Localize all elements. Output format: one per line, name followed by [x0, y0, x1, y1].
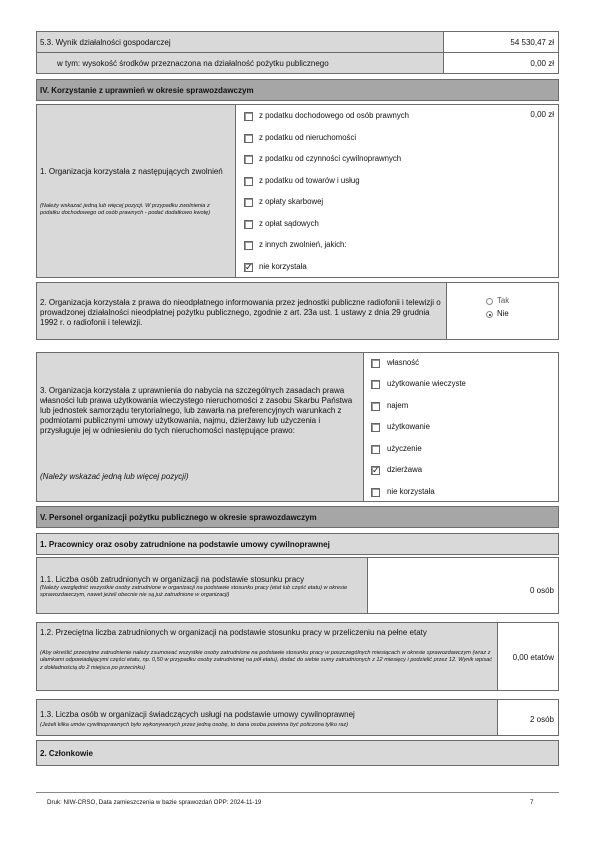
- q1-option-5: z opłat sądowych: [259, 219, 319, 228]
- sub-1-header: [36, 533, 559, 555]
- q3-option-2: najem: [387, 401, 409, 410]
- q1-checkbox-6[interactable]: [244, 241, 253, 250]
- q3-option-3: użytkowanie: [387, 422, 430, 431]
- r-1-2-value-cell[interactable]: [497, 622, 559, 691]
- q1-option-6: z innych zwolnień, jakich:: [259, 240, 347, 249]
- r-1-3-value-cell[interactable]: [497, 699, 559, 736]
- r-1-1-label-cell: [36, 557, 368, 614]
- q3-checkbox-1[interactable]: [371, 380, 380, 389]
- row-5-3-label-cell: [36, 31, 444, 53]
- q1-checkbox-7[interactable]: [244, 263, 253, 272]
- r-1-2-value: 0,00 etatów: [512, 653, 554, 662]
- r-1-2-label: 1.2. Przeciętna liczba zatrudnionych w organizacji na podstawie stosunku pracy w przeliczeniu na pełne etaty: [40, 628, 427, 637]
- r-1-3-label-cell: [36, 699, 498, 736]
- sub-2-title: 2. Członkowie: [40, 749, 93, 758]
- q1-checkbox-2[interactable]: [244, 155, 253, 164]
- q2-label: 2. Organizacja korzystała z prawa do nieodpłatnego informowania przez jednostki publiczne radiofonii i telewizji o prowadzonej działalności nieodpłatnej pożytku publicznego, zgodnie z art. 23a ust. 1 ustawy z dnia 29 grudnia 1992 r. o radiofonii i telewizji.: [40, 298, 441, 327]
- r-1-1-label: 1.1. Liczba osób zatrudnionych w organizacji na podstawie stosunku pracy: [40, 575, 305, 584]
- q3-option-1: użytkowanie wieczyste: [387, 379, 466, 388]
- section-iv-header: [36, 79, 559, 101]
- q1-options-cell: [235, 104, 559, 278]
- check-mark-icon: ✓: [245, 262, 253, 272]
- r-1-1-value-cell[interactable]: [367, 557, 559, 614]
- q1-checkbox-0[interactable]: [244, 112, 253, 121]
- q3-option-6: nie korzystała: [387, 487, 435, 496]
- section-v-title: V. Personel organizacji pożytku publicznego w okresie sprawozdawczym: [40, 513, 317, 522]
- q3-option-0: własność: [387, 358, 420, 367]
- q1-option-3: z podatku od towarów i usług: [259, 176, 360, 185]
- r-1-1-value: 0 osób: [529, 586, 554, 595]
- q2-label-cell: [36, 282, 447, 340]
- q1-label: 1. Organizacja korzystała z następujących zwolnień: [40, 167, 223, 176]
- q1-checkbox-5[interactable]: [244, 220, 253, 229]
- q3-checkbox-2[interactable]: [371, 402, 380, 411]
- q3-label: 3. Organizacja korzystała z uprawnienia do nabycia na szczególnych zasadach prawa własności lub prawa użytkowania wieczystego nieruchomości z zasobu Skarbu Państwa lub jednostek samorządu terytorialnego, lub zawarła na preferencyjnych warunkach z podmiotami publicznymi umowy użytkowania, najmu, dzierżawy lub użyczenia i przysługuje jej w odniesieniu do tych nieruchomości następujące prawo:: [40, 386, 353, 435]
- row-5-3-value: 54 530,47 zł: [510, 38, 554, 47]
- q2-option-tak: Tak: [497, 296, 510, 305]
- q3-checkbox-5[interactable]: [371, 466, 380, 475]
- q1-checkbox-1[interactable]: [244, 134, 253, 143]
- q1-option-1: z podatku od nieruchomości: [259, 133, 357, 142]
- footer-page-number: 7: [530, 799, 534, 806]
- q3-checkbox-4[interactable]: [371, 445, 380, 454]
- row-5-3-sub-value-cell[interactable]: [443, 52, 559, 74]
- q1-option-4: z opłaty skarbowej: [259, 197, 324, 206]
- q2-option-nie: Nie: [497, 309, 509, 318]
- q1-option-0: z podatku dochodowego od osób prawnych: [259, 111, 409, 120]
- q1-amount[interactable]: 0,00 zł: [530, 110, 554, 119]
- q2-radio-nie[interactable]: [486, 311, 493, 318]
- q1-checkbox-4[interactable]: [244, 198, 253, 207]
- q3-checkbox-0[interactable]: [371, 359, 380, 368]
- q1-option-7: nie korzystała: [259, 262, 307, 271]
- r-1-3-value: 2 osób: [529, 715, 554, 724]
- q3-checkbox-3[interactable]: [371, 423, 380, 432]
- section-v-header: [36, 506, 559, 528]
- q3-label-cell: [36, 352, 364, 502]
- r-1-3-label: 1.3. Liczba osób w organizacji świadczących usługi na podstawie umowy cywilnoprawnej: [40, 710, 355, 719]
- row-5-3-value-cell[interactable]: [443, 31, 559, 53]
- q3-option-5: dzierżawa: [387, 465, 423, 474]
- r-1-3-note: (Jeżeli kilka umów cywilnoprawnych było wykonywanych przez jedną osobę, to dana osoba powinna być policzona tylko raz): [40, 722, 349, 728]
- q1-checkbox-3[interactable]: [244, 177, 253, 186]
- q1-option-2: z podatku od czynności cywilnoprawnych: [259, 154, 402, 163]
- row-5-3-sub-value: 0,00 zł: [530, 59, 554, 68]
- r-1-2-label-cell: [36, 622, 498, 691]
- q1-label-cell: [36, 104, 236, 278]
- section-iv-title: IV. Korzystanie z uprawnień w okresie sprawozdawczym: [40, 86, 254, 95]
- sub-2-header: [36, 740, 559, 766]
- q1-note: (Należy wskazać jedną lub więcej pozycji. W przypadku zwolnienia z podatku dochodowego od osób prawnych - podać dodatkowo kwotę): [40, 203, 211, 217]
- row-5-3-sub-label-cell: [36, 52, 444, 74]
- q3-checkbox-6[interactable]: [371, 488, 380, 497]
- sub-1-title: 1. Pracownicy oraz osoby zatrudnione na podstawie umowy cywilnoprawnej: [40, 540, 330, 549]
- footer-divider: [36, 792, 559, 793]
- q2-radio-tak[interactable]: [486, 298, 493, 305]
- footer-text: Druk: NIW-CRSO, Data zamieszczenia w bazie sprawozdań OPP: 2024-11-19: [47, 799, 262, 806]
- q3-option-4: użyczenie: [387, 444, 422, 453]
- r-1-2-note: (Aby określić przeciętne zatrudnienie należy zsumować wszystkie osoby zatrudnione na podstawie stosunku pracy w poszczególnych miesiącach w okresie sprawozdawczym (wraz z ułamkami odpowiadającymi części etatu, np. 0,50 w przypadku osoby zatrudnionej na pół etatu), dodać do siebie sumy zatrudnionych z 12 miesięcy i podzielić przez 12. Wynik wpisać z dokładnością do 2 miejsca po przecinku): [40, 650, 493, 671]
- check-mark-icon: ✓: [372, 465, 380, 475]
- row-5-3-sub-label: w tym: wysokość środków przeznaczona na działalność pożytku publicznego: [57, 59, 329, 68]
- row-5-3-label: 5.3. Wynik działalności gospodarczej: [40, 38, 171, 47]
- q3-note: (Należy wskazać jedną lub więcej pozycji): [40, 472, 189, 481]
- r-1-1-note: (Należy uwzględnić wszystkie osoby zatrudnione w organizacji na podstawie stosunku pracy (etat lub część etatu) w okresie sprawozdawczym, nawet jeżeli obecnie nie są już zatrudnione w organizacji): [40, 585, 348, 599]
